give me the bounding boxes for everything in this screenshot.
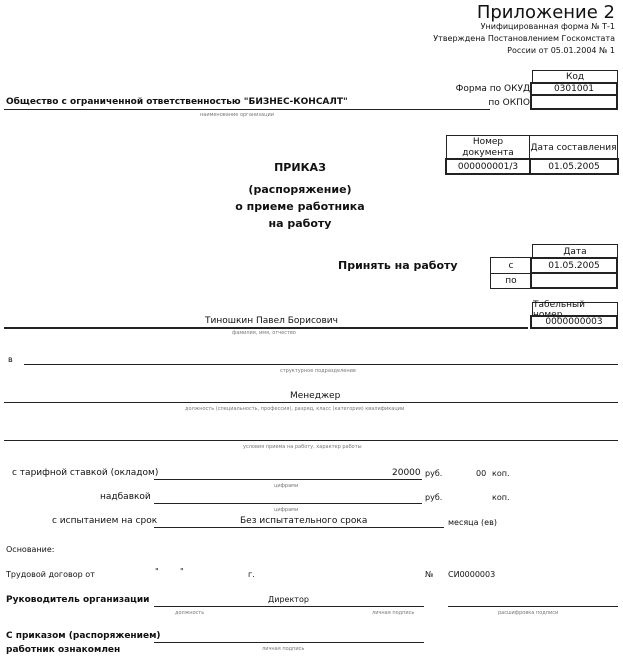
contract-number-sign: № [425,570,434,579]
organization-caption: наименование организации [200,112,275,118]
bonus-label: надбавкой [100,492,151,502]
approval-line: Утверждена Постановлением Госкомстата [433,34,615,43]
ack-signature-caption: личная подпись [262,646,305,652]
head-position: Директор [268,595,309,604]
hire-from-label: с [490,257,532,274]
okud-value: 0301001 [530,82,618,96]
basis-label: Основание: [6,545,55,554]
contract-quote-open: " [155,567,159,576]
head-decode-line [448,606,618,607]
organization-name: Общество с ограниченной ответственностью "БИЗНЕС-КОНСАЛТ" [6,97,348,107]
tab-number-header: Табельный номер [532,302,618,316]
head-signature-caption: личная подпись [372,610,415,616]
okpo-label: по ОКПО [488,98,530,108]
tab-number-value: 0000000003 [530,315,618,329]
bonus-rub-label: руб. [425,493,443,502]
bonus-line [154,503,422,504]
employee-name: Тиношкин Павел Борисович [205,316,338,326]
probation-unit: месяца (ев) [448,518,497,527]
department-prefix: в [8,355,13,364]
doc-number-value: 000000001/3 [445,158,531,175]
order-subject: о приеме работника [235,200,365,213]
employee-name-caption: фамилия, имя, отчество [232,330,296,336]
conditions-caption: условия приема на работу, характер работы [243,444,362,450]
probation-value: Без испытательного срока [240,516,368,526]
head-signature-line [154,606,424,607]
ack-signature-line [154,642,424,643]
hire-label: Принять на работу [338,259,458,272]
position-line [4,402,618,403]
head-position-caption: должность [175,610,205,616]
head-label: Руководитель организации [6,595,150,605]
order-subject-2: на работу [268,217,332,230]
hire-date-header: Дата [532,244,618,258]
hire-to-label: по [490,273,532,289]
probation-label: с испытанием на срок [52,516,158,526]
form-number: Унифицированная форма № Т-1 [480,22,615,31]
rate-label: с тарифной ставкой (окладом) [12,468,159,478]
doc-number-header: Номер документа [446,135,530,159]
approval-date: России от 05.01.2004 № 1 [507,46,615,55]
position-caption: должность (специальность, профессия), разряд, класс (категория) квалификации [185,406,405,412]
order-title: ПРИКАЗ [274,161,326,174]
contract-quote-close: " [180,567,184,576]
position-value: Менеджер [290,391,341,401]
contract-year-suffix: г. [248,570,255,579]
rate-value: 20000 [392,468,421,478]
rate-rub-label: руб. [425,469,443,478]
head-decode-caption: расшифровка подписи [498,610,559,616]
contract-number: СИ0000003 [448,570,496,579]
code-header: Код [532,70,618,83]
organization-line [4,109,490,110]
rate-line [154,479,422,480]
ack-label-1: С приказом (распоряжением) [6,631,161,641]
contract-label: Трудовой договор от [6,570,95,579]
order-subtitle: (распоряжение) [248,183,352,196]
okpo-value [530,95,618,110]
bonus-kop-label: коп. [492,493,510,502]
probation-line [154,527,444,528]
conditions-line [4,440,618,441]
bonus-caption: цифрами [274,507,299,513]
hire-from-value: 01.05.2005 [530,257,618,274]
employee-name-line [4,327,528,329]
okud-label: Форма по ОКУД [455,84,530,94]
appendix-title: Приложение 2 [476,2,615,23]
doc-date-header: Дата составления [529,135,618,159]
rate-kop-label: коп. [492,469,510,478]
hire-to-value [530,272,618,289]
rate-caption: цифрами [274,483,299,489]
ack-label-2: работник ознакомлен [6,645,121,655]
department-caption: структурное подразделение [280,368,356,374]
rate-kop-value: 00 [476,469,487,478]
doc-date-value: 01.05.2005 [529,158,619,175]
department-line [24,364,618,365]
